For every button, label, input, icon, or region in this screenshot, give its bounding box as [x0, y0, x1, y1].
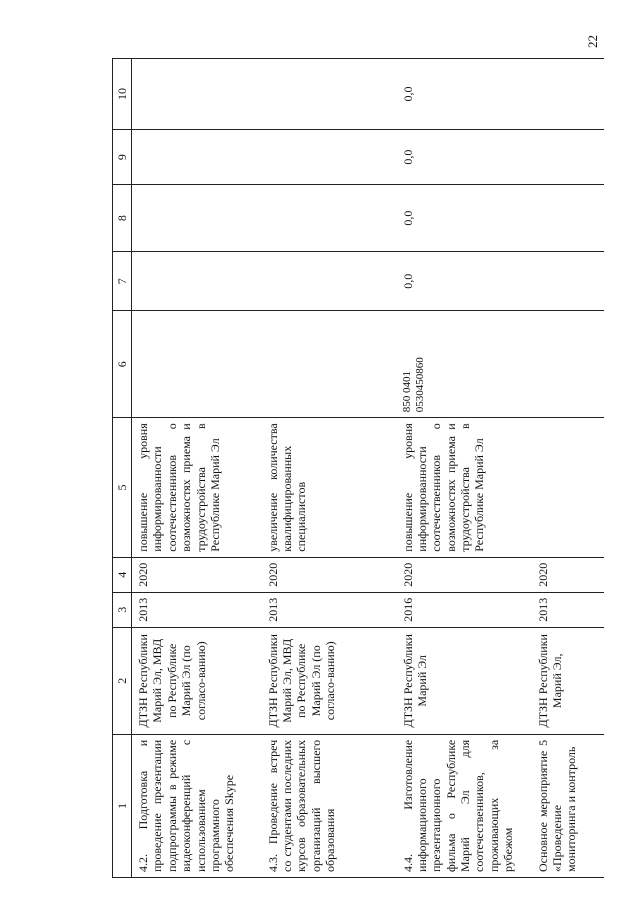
- result-cell: повышение уровня информированности соотечественников о возможностях приема и трудоустройства в Республике Марий Эл: [397, 418, 532, 557]
- budget-code-cell: 850 0401 0530450860: [397, 311, 532, 418]
- value-cell: 0,0: [397, 59, 532, 130]
- column-header: 7: [113, 252, 132, 311]
- value-cell: 0,0: [397, 129, 532, 184]
- column-header: 9: [113, 129, 132, 184]
- column-header: 1: [113, 734, 132, 877]
- value-cell: [532, 252, 604, 311]
- measure-name-cell: 4.3. Проведение встреч со студентами последних курсов образовательных организаций высшего образования: [262, 734, 397, 877]
- measures-table: [112, 58, 604, 878]
- value-cell: [262, 129, 397, 184]
- column-header: 8: [113, 185, 132, 252]
- value-cell: [262, 252, 397, 311]
- measure-name-cell: 4.2. Подготовка и проведение презентации подпрограммы в режиме видеоконференций с использованием программного обеспечения Skype: [132, 734, 262, 877]
- start-year-cell: 2016: [397, 592, 532, 627]
- value-cell: [532, 59, 604, 130]
- budget-code-cell: [132, 311, 262, 418]
- executor-cell: ДТЗН Республики Марий Эл: [397, 627, 532, 734]
- value-cell: 0,0: [397, 185, 532, 252]
- executor-cell: ДТЗН Республики Марий Эл, МВД по Республике Марий Эл (по согласо-ванию): [262, 627, 397, 734]
- measure-name-cell: 4.4. Изготовление информационного презентационного фильма о Республике Марий Эл для соотечественников, проживающих за рубежом: [397, 734, 532, 877]
- value-cell: [532, 129, 604, 184]
- budget-code-cell: [532, 311, 604, 418]
- rotated-table-container: [112, 58, 610, 878]
- column-header: 5: [113, 418, 132, 557]
- end-year-cell: 2020: [397, 557, 532, 592]
- value-cell: 0,0: [397, 252, 532, 311]
- result-cell: [532, 418, 604, 557]
- table-row: [262, 59, 397, 878]
- executor-cell: ДТЗН Республики Марий Эл, МВД по Республике Марий Эл (по согласо-ванию): [132, 627, 262, 734]
- column-header: 4: [113, 557, 132, 592]
- column-header: 3: [113, 592, 132, 627]
- column-header: 2: [113, 627, 132, 734]
- value-cell: [132, 185, 262, 252]
- value-cell: [132, 59, 262, 130]
- result-cell: увеличение количества квалифицированных специалистов: [262, 418, 397, 557]
- start-year-cell: 2013: [132, 592, 262, 627]
- value-cell: [132, 252, 262, 311]
- header-row: [113, 59, 132, 878]
- start-year-cell: 2013: [262, 592, 397, 627]
- result-cell: повышение уровня информированности соотечественников о возможностях приема и трудоустройства в Республике Марий Эл: [132, 418, 262, 557]
- budget-code-cell: [262, 311, 397, 418]
- executor-cell: ДТЗН Республики Марий Эл,: [532, 627, 604, 734]
- value-cell: [532, 185, 604, 252]
- end-year-cell: 2020: [532, 557, 604, 592]
- column-header: 10: [113, 59, 132, 130]
- value-cell: [262, 59, 397, 130]
- start-year-cell: 2013: [532, 592, 604, 627]
- column-header: 6: [113, 311, 132, 418]
- value-cell: [262, 185, 397, 252]
- table-row: [132, 59, 262, 878]
- table-row: [397, 59, 532, 878]
- value-cell: [132, 129, 262, 184]
- table-row: [532, 59, 604, 878]
- measure-name-cell: Основное мероприятие 5 «Проведение мониторинга и контроль: [532, 734, 604, 877]
- end-year-cell: 2020: [262, 557, 397, 592]
- page-number: 22: [585, 35, 600, 48]
- end-year-cell: 2020: [132, 557, 262, 592]
